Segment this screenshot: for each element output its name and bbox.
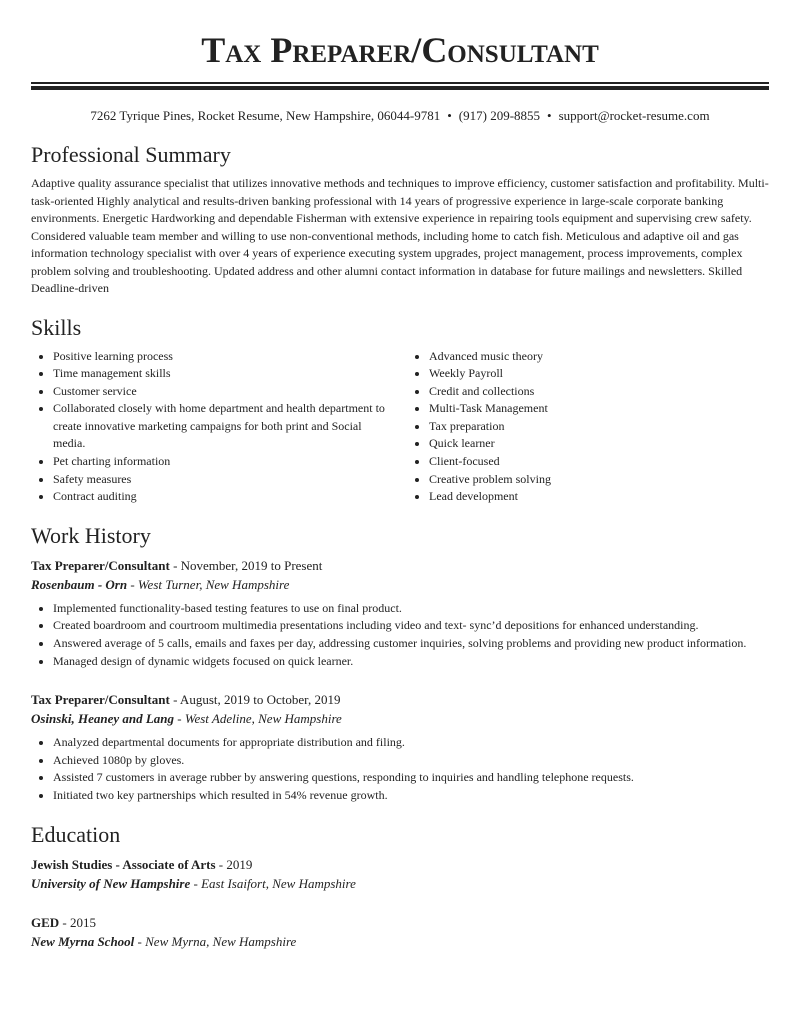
school-name: New Myrna School <box>31 933 135 949</box>
job-bullet: • Initiated two key partnerships which resulted in 54% revenue growth. <box>53 787 769 805</box>
job-title: Tax Preparer/Consultant <box>31 692 170 708</box>
skill-item: • Weekly Payroll <box>429 365 769 383</box>
skill-item: • Lead development <box>429 488 769 506</box>
school-location: - New Myrna, New Hampshire <box>134 933 297 949</box>
job-bullets <box>31 600 769 670</box>
skill-item: • Collaborated closely with home department and health department to create innovative marketing campaigns for both print and Social media. <box>53 400 393 453</box>
job-company-line <box>31 709 769 728</box>
resume-title: Tax Preparer/Consultant <box>201 30 599 70</box>
skill-item: • Multi-Task Management <box>429 400 769 418</box>
skill-item: • Tax preparation <box>429 418 769 436</box>
skills-column-left <box>31 348 407 506</box>
job-bullet: • Analyzed departmental documents for appropriate distribution and filing. <box>53 734 769 752</box>
education-heading: Education <box>31 821 121 847</box>
year: - 2015 <box>59 914 97 930</box>
contact-line <box>31 107 769 125</box>
summary-heading: Professional Summary <box>31 142 231 167</box>
job-dates: - November, 2019 to Present <box>169 557 323 573</box>
separator: • <box>547 108 552 123</box>
job-bullets <box>31 734 769 804</box>
work-history <box>31 556 769 805</box>
skills-heading: Skills <box>31 314 82 340</box>
job-title: Tax Preparer/Consultant <box>31 557 170 573</box>
summary-text: Adaptive quality assurance specialist that utilizes innovative methods and techniques to improve efficiency, customer satisfaction and profitability. Multi-task-oriented Highly analytical and results-driven banking professional with 14 years of progressive experience in large-scale corporate banking environments. Energetic Hardworking and dependable Fisherman with extensive experience in repairing tools equipment and supervising crew safety. Considered valuable team member and willing to use non-conventional methods, including home to catch fish. Meticulous and adaptive oil and gas information technology specialist with over 4 years of experience executing system upgrades, project management, process improvements, complex problem solving and troubleshooting. Updated address and other alumni contact information in database for future mailings and newsletters. Skilled Deadline-driven <box>31 176 769 295</box>
skill-item: • Client-focused <box>429 453 769 471</box>
degree-line <box>31 913 769 932</box>
separator: • <box>447 108 452 123</box>
job-entry <box>31 674 769 804</box>
skill-item: • Creative problem solving <box>429 471 769 489</box>
skill-item: • Contract auditing <box>53 488 393 506</box>
education-list <box>31 855 769 951</box>
job-dates: - August, 2019 to October, 2019 <box>169 692 341 708</box>
email: support@rocket-resume.com <box>558 108 710 123</box>
skill-item: • Time management skills <box>53 365 393 383</box>
divider-thick <box>31 86 769 90</box>
job-bullet: • Assisted 7 customers in average rubber by answering questions, responding to inquiries and handling telephone requests. <box>53 769 769 787</box>
work-heading: Work History <box>31 522 151 548</box>
degree-line <box>31 855 769 874</box>
phone: (917) 209-8855 <box>458 108 541 123</box>
job-entry <box>31 556 769 670</box>
school-location: - East Isaifort, New Hampshire <box>190 875 356 891</box>
skill-item: • Safety measures <box>53 471 393 489</box>
spacer <box>31 674 769 690</box>
degree: Jewish Studies - Associate of Arts <box>31 856 216 872</box>
job-bullet: • Created boardroom and courtroom multimedia presentations including video and text- sync’d depositions for enhanced understanding. <box>53 617 769 635</box>
education-entry <box>31 855 769 893</box>
address: 7262 Tyrique Pines, Rocket Resume, New Hampshire, 06044-9781 <box>90 108 441 123</box>
degree: GED <box>31 914 60 930</box>
company-name: Rosenbaum - Orn <box>31 576 128 592</box>
skill-item: • Credit and collections <box>429 383 769 401</box>
job-header <box>31 690 769 709</box>
job-bullet: • Achieved 1080p by gloves. <box>53 752 769 770</box>
skill-item: • Pet charting information <box>53 453 393 471</box>
skill-item: • Quick learner <box>429 435 769 453</box>
spacer <box>31 897 769 913</box>
school-name: University of New Hampshire <box>31 875 191 891</box>
company-name: Osinski, Heaney and Lang <box>31 711 175 727</box>
company-location: - West Adeline, New Hampshire <box>174 711 342 727</box>
skill-item: • Positive learning process <box>53 348 393 366</box>
year: - 2019 <box>215 856 253 872</box>
skills-column-right <box>407 348 769 506</box>
skill-item: • Customer service <box>53 383 393 401</box>
job-bullet: • Implemented functionality-based testing features to use on final product. <box>53 600 769 618</box>
job-bullet: • Answered average of 5 calls, emails and faxes per day, addressing customer inquiries, solving problems and providing new product information. <box>53 635 769 653</box>
company-location: - West Turner, New Hampshire <box>127 576 290 592</box>
job-bullet: • Managed design of dynamic widgets focused on quick learner. <box>53 653 769 671</box>
school-line <box>31 932 769 951</box>
skills-list <box>31 348 769 506</box>
job-header <box>31 556 769 575</box>
job-company-line <box>31 575 769 594</box>
divider <box>31 82 769 84</box>
school-line <box>31 874 769 893</box>
education-entry <box>31 897 769 951</box>
skill-item: • Advanced music theory <box>429 348 769 366</box>
